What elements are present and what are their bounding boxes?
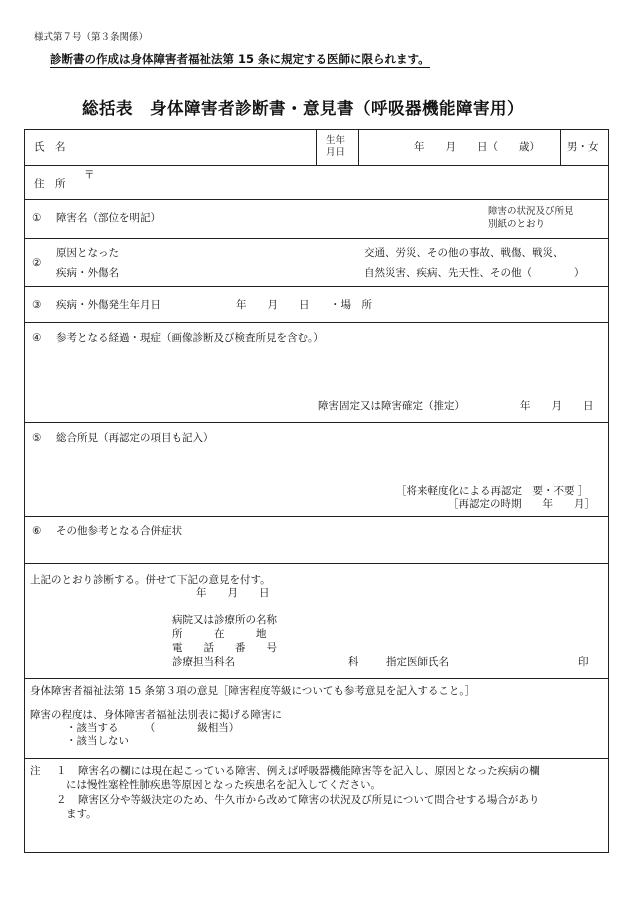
seal-mark: 印 xyxy=(578,656,589,668)
cause-label-2: 疾病・外傷名 xyxy=(56,267,119,279)
onset-date-field[interactable]: 年 月 日 xyxy=(236,299,310,311)
cause-label-1: 原因となった xyxy=(56,247,119,259)
onset-date-label: 疾病・外傷発生年月日 xyxy=(56,299,161,311)
birth-label-2: 月日 xyxy=(326,147,346,158)
notice: 診断書の作成は身体障害者福祉法第 15 条に規定する医師に限られます。 xyxy=(50,52,430,66)
notes-label: 注 xyxy=(30,765,41,777)
overall-findings-field[interactable] xyxy=(40,448,600,482)
row1-note-1: 障害の状況及び所見 xyxy=(488,206,574,217)
opinion-degree: 障害の程度は、身体障害者福祉法別表に掲げる障害に xyxy=(30,709,282,721)
birth-date-field[interactable]: 年 月 日（ 歳） xyxy=(414,141,540,153)
row3-number: ③ xyxy=(32,299,42,311)
row1-note-2: 別紙のとおり xyxy=(488,219,546,230)
name-field[interactable] xyxy=(90,133,312,161)
fixed-date-field[interactable]: 年 月 日 xyxy=(520,400,594,412)
history-label: 参考となる経過・現症（画像診断及び検査所見を含む。） xyxy=(56,332,324,344)
note-1-line-2: には慢性塞栓性肺疾患等原因となった疾患名を記入してください。 xyxy=(66,779,381,791)
hospital-name-label: 病院又は診療所の名称 xyxy=(172,614,277,626)
row4-number: ④ xyxy=(32,332,42,344)
note-1-number: １ xyxy=(56,765,67,777)
disability-name-label: 障害名（部位を明記） xyxy=(56,212,161,224)
recertification-time: ［再認定の時期 年 月］ xyxy=(448,498,595,510)
hospital-phone-label: 電 話 番 号 xyxy=(172,642,277,654)
sex-selector[interactable]: 男・女 xyxy=(567,141,599,153)
declaration-date[interactable]: 年 月 日 xyxy=(196,587,270,599)
doctor-name-label: 指定医師氏名 xyxy=(386,656,449,668)
option-applies[interactable]: ・該当する （ 級相当） xyxy=(66,722,240,734)
department-label: 診療担当科名 xyxy=(172,656,235,668)
name-label: 氏 名 xyxy=(34,141,66,153)
postal-mark: 〒 xyxy=(84,169,95,181)
history-field[interactable] xyxy=(40,348,600,396)
row6-number: ⑥ xyxy=(32,525,42,537)
note-1-line-1: 障害名の欄には現在起こっている障害、例えば呼吸器機能障害等を記入し、原因となった疾病の欄 xyxy=(78,765,540,777)
overall-findings-label: 総合所見（再認定の項目も記入） xyxy=(56,432,214,444)
row1-number: ① xyxy=(32,212,42,224)
cause-options-1: 交通、労災、その他の事故、戦傷、戦災、 xyxy=(364,247,564,259)
cause-options-2: 自然災害、疾病、先天性、その他（ ） xyxy=(364,267,585,279)
note-2-number: ２ xyxy=(56,794,67,806)
opinion-heading: 身体障害者福祉法第 15 条第３項の意見［障害程度等級についても参考意見を記入すること。］ xyxy=(30,685,476,697)
page-title: 総括表 身体障害者診断書・意見書（呼吸器機能障害用） xyxy=(82,99,524,118)
fixed-label: 障害固定又は障害確定（推定） xyxy=(318,400,465,412)
row5-number: ⑤ xyxy=(32,432,42,444)
hospital-address-label: 所 在 地 xyxy=(172,628,267,640)
note-2-line-1: 障害区分や等級決定のため、牛久市から改めて障害の状況及び所見について問合せする場合があり xyxy=(78,794,540,806)
department-suffix: 科 xyxy=(348,656,359,668)
complications-field[interactable] xyxy=(40,540,600,560)
onset-place-label: ・場 所 xyxy=(330,299,372,311)
complications-label: その他参考となる合併症状 xyxy=(56,525,182,537)
recertification: ［将来軽度化による再認定 要・不要 ］ xyxy=(396,485,589,497)
address-field[interactable] xyxy=(100,168,600,196)
birth-label-1: 生年 xyxy=(326,135,346,146)
address-label: 住 所 xyxy=(34,178,66,190)
row2-number: ② xyxy=(32,257,42,269)
form-number: 様式第７号（第３条関係） xyxy=(34,32,149,43)
note-2-line-2: ます。 xyxy=(66,808,97,820)
declaration-text: 上記のとおり診断する。併せて下記の意見を付す。 xyxy=(30,574,271,586)
option-not-applies[interactable]: ・該当しない xyxy=(66,735,129,747)
